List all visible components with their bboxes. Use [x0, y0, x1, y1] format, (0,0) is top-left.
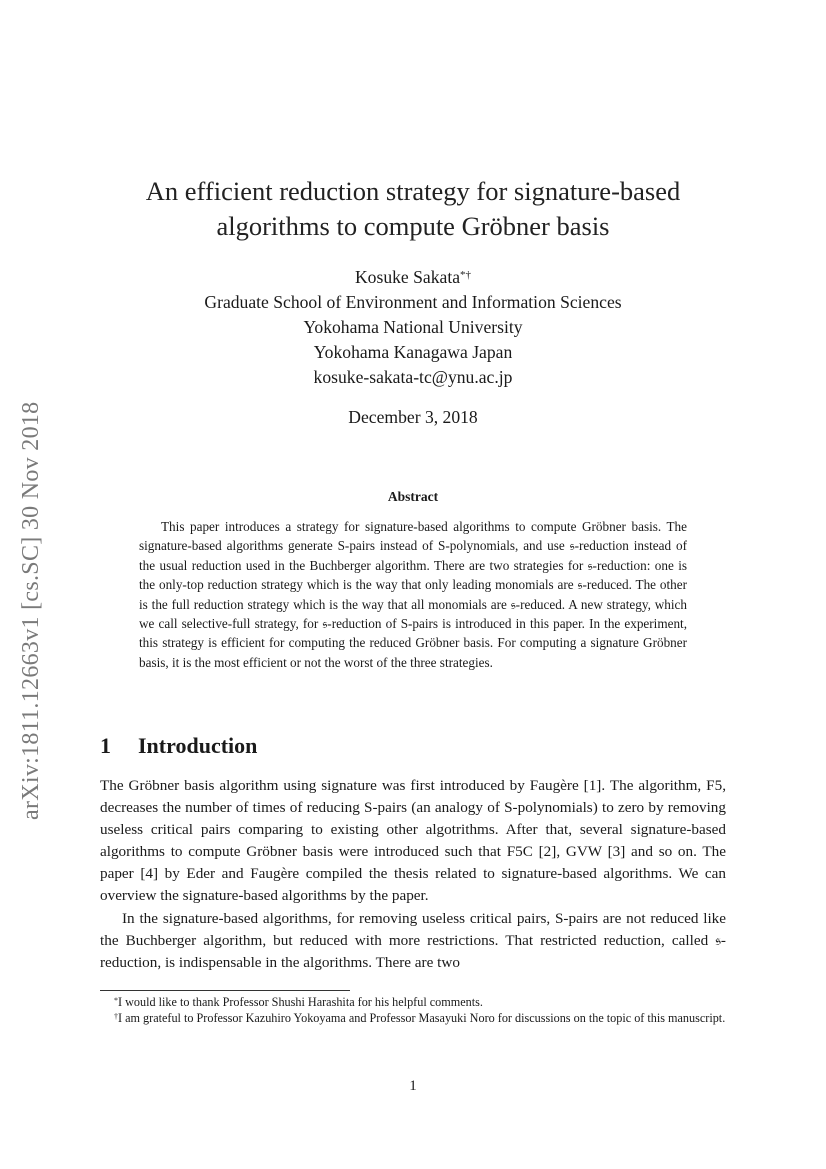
abstract-heading: Abstract — [387, 489, 439, 504]
author-email: kosuke-sakata-tc@ynu.ac.jp — [313, 367, 513, 387]
arxiv-side-stamp: arXiv:1811.12663v1 [cs.SC] 30 Nov 2018 — [18, 401, 44, 820]
footnote-1-mark: * — [114, 996, 118, 1005]
abstract-text: This paper introduces a strategy for signature-based algorithms to compute Gröbner basis. The signature-based algorithms generate S-pairs instead of S-polynomials, and use 𝔰-reduction instead of the usual reduction used in the Buchberger algorithm. There are two strategies for 𝔰-reduction: one is the only-top reduction strategy which is the way that only leading monomials are 𝔰-reduced. The other is the full reduction strategy which is the way that all monomials are 𝔰-reduced. A new strategy, which we call selective-full strategy, for 𝔰-reduction of S-pairs is introduced in this paper. In the experiment, this strategy is efficient for computing the reduced Gröbner basis. For computing a signature Gröbner basis, it is the most efficient or not the worst of the three strategies. — [139, 519, 687, 670]
footnote-1-text: I would like to thank Professor Shushi Harashita for his helpful comments. — [118, 995, 483, 1009]
title-line-1: An efficient reduction strategy for signature-based — [145, 176, 681, 206]
footnote-2 — [100, 1010, 726, 1026]
author-name: Kosuke Sakata — [354, 267, 461, 287]
abstract-body — [139, 517, 687, 672]
footnote-2-text: I am grateful to Professor Kazuhiro Yokoyama and Professor Masayuki Noro for discussions on the topic of this manuscript. — [118, 1011, 726, 1026]
footnote-rule — [100, 990, 350, 991]
affiliation-university: Yokohama National University — [303, 317, 523, 337]
author-name-line — [100, 265, 726, 290]
title-line-2: algorithms to compute Gröbner basis — [216, 211, 610, 241]
page-number: 1 — [409, 1078, 417, 1094]
footnote-1 — [100, 994, 726, 1010]
author-block — [100, 265, 726, 390]
section-heading — [100, 733, 257, 759]
body-paragraph-2: In the signature-based algorithms, for removing useless critical pairs, S-pairs are not reduced like the Buchberger algorithm, but reduced with more restrictions. That restricted reduction, called 𝔰-reduction, is indispensable in the algorithms. There are two — [100, 909, 726, 971]
footnotes — [100, 994, 726, 1026]
section-title: Introduction — [138, 733, 258, 758]
body-paragraph-1: The Gröbner basis algorithm using signature was first introduced by Faugère [1]. The algorithm, F5, decreases the number of times of reducing S-pairs (an analogy of S-polynomials) to zero by removing useless critical pairs comparing to existing other algotrithms. After that, several signature-based algorithms to compute Gröbner basis were introduced such that F5C [2], GVW [3] and so on. The paper [4] by Eder and Faugère compiled the thesis related to signature-based algorithms. We can overview the signature-based algorithms by the paper. — [100, 777, 726, 905]
section-number: 1 — [100, 733, 111, 758]
paper-date: December 3, 2018 — [348, 407, 478, 427]
section-body — [100, 775, 726, 974]
footnote-2-mark: † — [114, 1012, 118, 1022]
affiliation-location: Yokohama Kanagawa Japan — [313, 342, 513, 362]
paper-title — [100, 174, 726, 244]
affiliation-department: Graduate School of Environment and Information Sciences — [204, 292, 622, 312]
author-footnote-marks: *† — [460, 269, 472, 281]
